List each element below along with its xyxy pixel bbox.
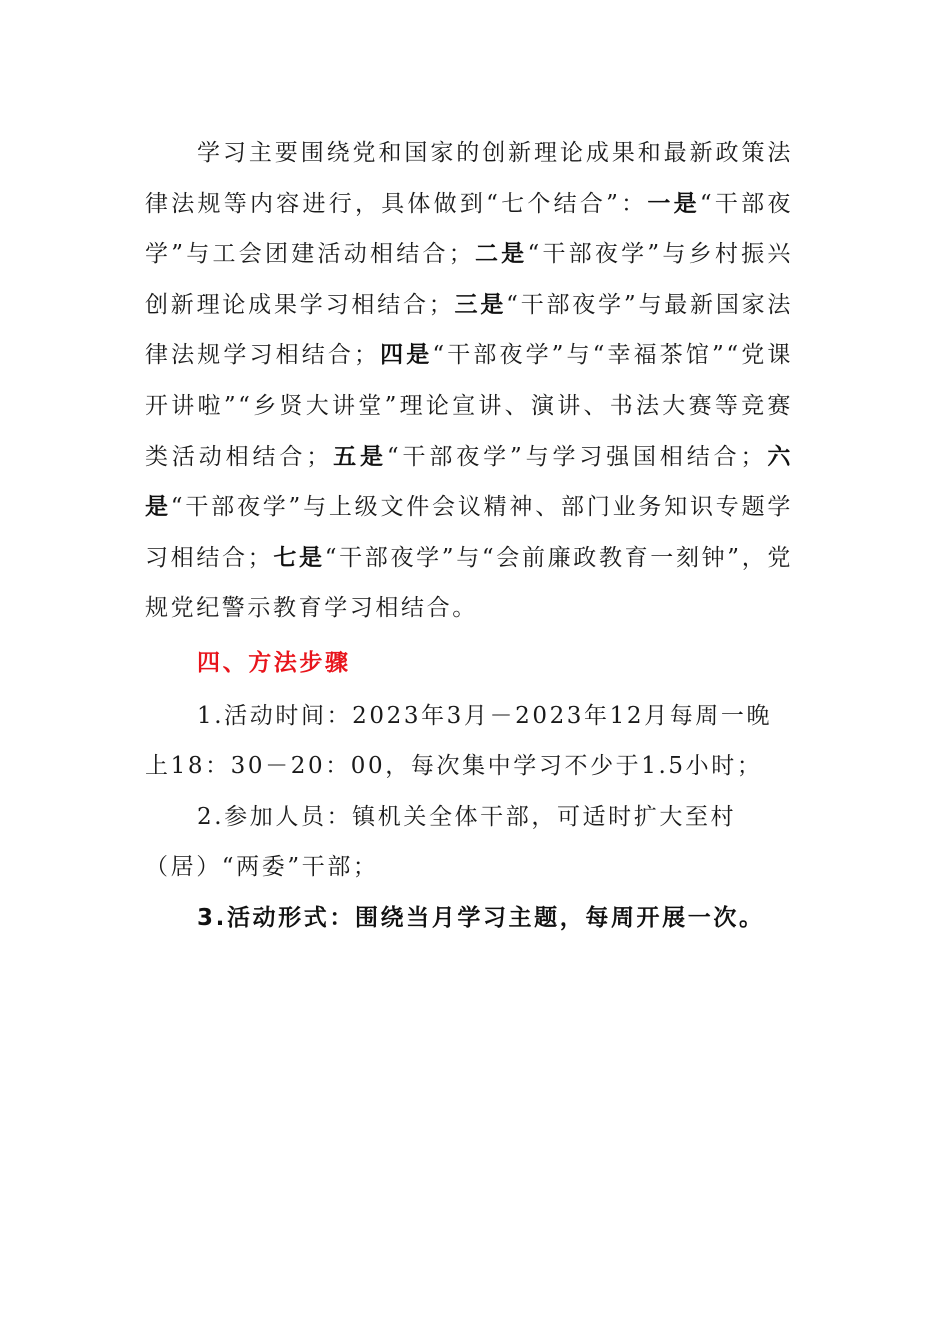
document-body (145, 128, 793, 944)
combination-2: “干部夜学”与乡村振兴创新理论成果学习相结合； (145, 241, 793, 318)
combination-7: “干部夜学”与“会前廉政教育一刻钟”，党规党纪警示教育学习相结合。 (145, 544, 793, 622)
bold-marker-6: 六是 (145, 443, 793, 521)
paragraph-intro: 学习主要围绕党和国家的创新理论成果和最新政策法律法规等内容进行，具体做到“七个结合”： (145, 140, 793, 217)
combination-3: “干部夜学”与最新国家法律法规学习相结合； (145, 291, 794, 369)
bold-marker-4: 四是 (379, 342, 433, 369)
item-activity-format: 3.活动形式：围绕当月学习主题，每周开展一次。 (197, 904, 765, 931)
bold-marker-1: 一是 (647, 190, 700, 217)
section-heading-method-steps: 四、方法步骤 (197, 649, 351, 676)
bold-marker-3: 三是 (454, 291, 507, 318)
bold-marker-2: 二是 (474, 241, 528, 268)
item-activity-time: 1.活动时间：2023年3月－2023年12月每周一晚上18：30－20：00，每次集中学习不少于1.5小时； (145, 702, 773, 780)
combination-1: “干部夜学”与工会团建活动相结合； (145, 190, 793, 268)
bold-marker-7: 七是 (273, 544, 325, 571)
combination-6: “干部夜学”与上级文件会议精神、部门业务知识专题学习相结合； (145, 494, 793, 571)
combination-4: “干部夜学”与“幸福茶馆”“党课开讲啦”“乡贤大讲堂”理论宣讲、演讲、书法大赛等竞赛类活动相结合； (145, 342, 793, 470)
item-participants: 2.参加人员：镇机关全体干部，可适时扩大至村（居）“两委”干部； (145, 803, 737, 881)
paragraph-seven-combinations (145, 128, 793, 634)
bold-marker-5: 五是 (331, 443, 387, 470)
combination-5: “干部夜学”与学习强国相结合； (386, 443, 767, 470)
